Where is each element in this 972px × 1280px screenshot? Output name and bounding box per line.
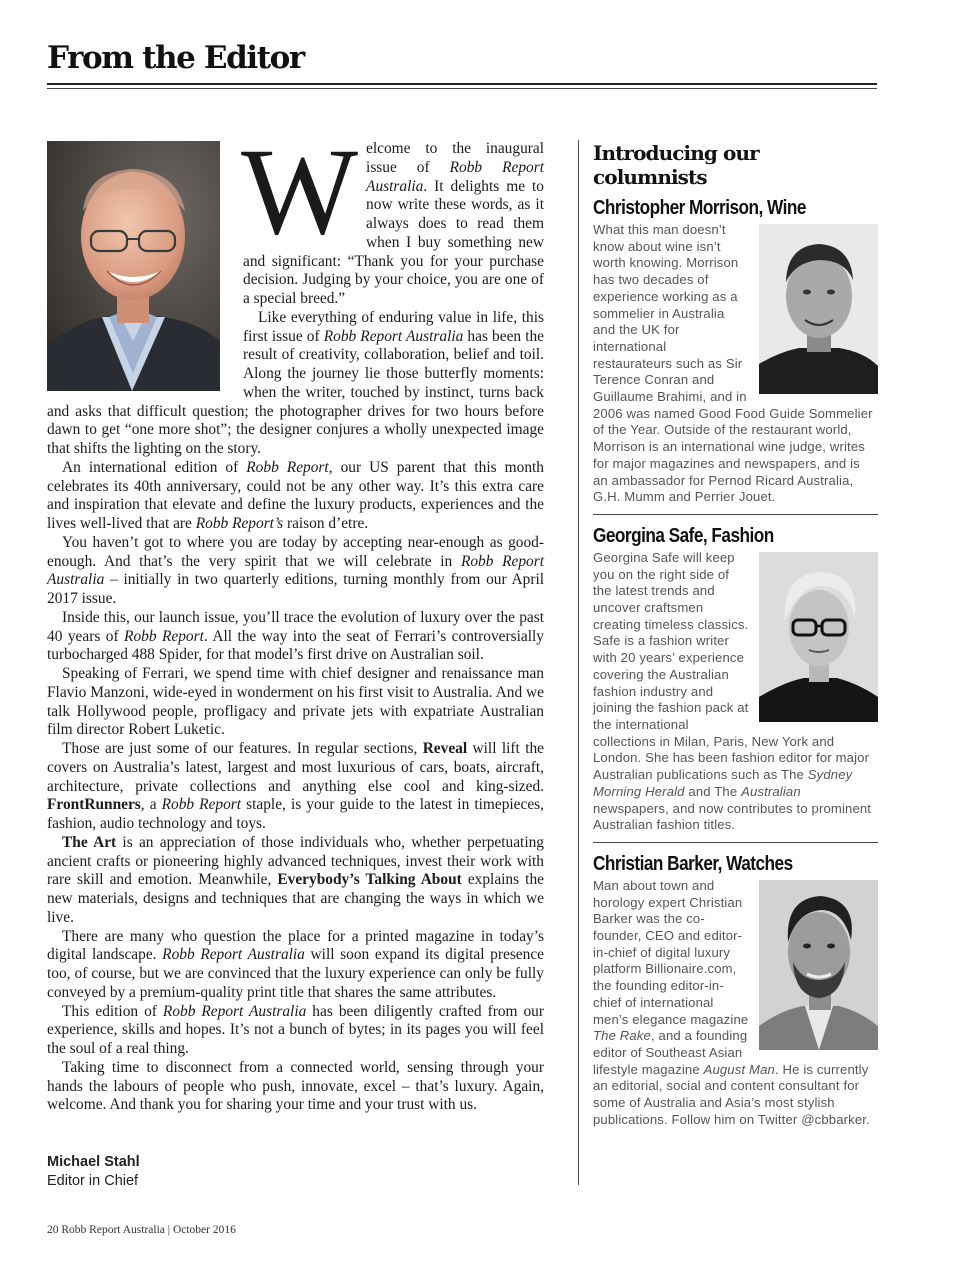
signature-block	[47, 1153, 140, 1191]
columnist-barker	[593, 851, 878, 1129]
editor-name: Michael Stahl	[47, 1154, 140, 1170]
columnist-bio: Georgina Safe will keep you on the right side of the latest trends and uncover craftsmen creating timeless classics. Safe is a fashion writer with 20 years’ experience covering the Australian fashion industry and joining the fashion pack at the international collections in Milan, Paris, New York and London. She has been fashion editor for major Australian publications such as The Sydney Morning Herald and The Australian newspapers, and now contributes to prominent Australian fashion titles.	[593, 550, 878, 834]
paragraph-6: Speaking of Ferrari, we spend time with chief designer and renaissance man Flavio Manzoni, wide-eyed in wonderment on his first visit to Australia. And we talk Hollywood people, profligacy and private jets with expatriate Australian film director Robert Luketic.	[47, 665, 544, 739]
paragraph-1: elcome to the inaugural issue of Robb Report Australia. It delights me to now write these words, as it always does to read them when I buy something new and significant: “Thank you for your purchase decision. Judging by your choice, you are one of a special breed.”	[243, 140, 544, 307]
columnist-photo-barker	[759, 880, 878, 1050]
columnist-divider	[593, 842, 878, 843]
paragraph-2: Like everything of enduring value in life, this first issue of Robb Report Australia has been the result of creativity, collaboration, belief and toil. Along the journey lie those butterfly moments: when the writer, touched by instinct, turns back and asks that difficult question; the photographer drives for two hours before dawn to get “one more shot”; the designer conjures a wholly unexpected image that shifts the lighting on the story.	[47, 308, 545, 457]
issue-date: October 2016	[172, 1224, 236, 1236]
paragraph-9: There are many who question the place for a printed magazine in today’s digital landscape. Robb Report Australia will soon expand its digital presence too, of course, but we are convinced that the luxury experience can only be fully conveyed by a premium-quality print title that shares the same attributes.	[47, 927, 545, 1001]
paragraph-11: Taking time to disconnect from a connected world, sensing through your hands the labours of people who push, innovate, excel – that’s luxury. Again, welcome. And thank you for sharing your time and your trust with us.	[47, 1058, 544, 1114]
columnist-name: Christopher Morrison, Wine	[593, 197, 806, 219]
morrison-portrait-illustration	[759, 224, 878, 394]
editorial-body	[47, 123, 545, 1115]
columnist-safe	[593, 523, 878, 834]
title-rule	[47, 83, 877, 85]
sidebar-heading: Introducing our columnists	[593, 141, 759, 189]
columnist-photo-safe	[759, 552, 878, 722]
page-number: 20	[47, 1224, 59, 1236]
barker-portrait-illustration	[759, 880, 878, 1050]
columnist-name: Georgina Safe, Fashion	[593, 524, 774, 547]
safe-portrait-illustration	[759, 552, 878, 722]
columnist-bio: Man about town and horology expert Christian Barker was the co-founder, CEO and editor-in-chief of digital luxury platform Billionaire.com, the founding editor-in-chief of international men’s elegance magazine The Rake, and a founding editor of Southeast Asian lifestyle magazine August Man. He is currently an editorial, social and content consultant for some of Australia and Asia’s most stylish publications. Follow him on Twitter @cbbarker.	[593, 878, 878, 1129]
editor-role: Editor in Chief	[47, 1173, 139, 1189]
paragraph-4: You haven’t got to where you are today by accepting near-enough as good-enough. And that’s the very spirit that we will celebrate in Robb Report Australia – initially in two quarterly editions, turning monthly from our April 2017 issue.	[47, 533, 544, 607]
editor-portrait-illustration	[47, 141, 220, 391]
column-divider	[578, 140, 579, 1185]
drop-cap: W	[241, 123, 355, 260]
title-rule-thin	[47, 88, 877, 89]
publication-name: Robb Report Australia	[61, 1224, 165, 1236]
page-footer	[47, 1224, 236, 1236]
paragraph-7: Those are just some of our features. In regular sections, Reveal will lift the covers on Australia’s latest, largest and most luxurious of cars, boats, aircraft, architecture, private collections and anything else cool and king-sized. FrontRunners, a Robb Report staple, is your guide to the latest in timepieces, fashion, audio technology and toys.	[47, 740, 544, 832]
paragraph-8: The Art is an appreciation of those individuals who, whether perpetuating ancient crafts or pioneering highly advanced techniques, invest their work with rare skill and emotion. Meanwhile, Everybody’s Talking About explains the new materials, designs and techniques that are changing the ways in which we live.	[47, 833, 544, 926]
paragraph-5: Inside this, our launch issue, you’ll trace the evolution of luxury over the past 40 years of Robb Report. All the way into the seat of Ferrari’s controversially turbocharged 488 Spider, for that model’s first drive on Australian soil.	[47, 608, 544, 664]
footer-separator: |	[167, 1224, 171, 1236]
paragraph-3: An international edition of Robb Report, our US parent that this month celebrates its 40th anniversary, could not be any other way. It’s this extra care and inspiration that elevate and define the luxury products, experiences and the lives well-lived that are Robb Report’s raison d’etre.	[47, 458, 544, 532]
columnist-divider	[593, 514, 878, 515]
page-title: From the Editor	[47, 40, 304, 76]
paragraph-10: This edition of Robb Report Australia has been diligently crafted from our experience, skills and hopes. It’s not a bunch of bytes; in its pages you will feel the soul of a real thing.	[47, 1002, 544, 1057]
columnist-bio: What this man doesn’t know about wine isn’t worth knowing. Morrison has two decades of experience working as a sommelier in Australia and the UK for international restaurateurs such as Sir Terence Conran and Guillaume Brahimi, and in 2006 was named Good Food Guide Sommelier of the Year. Outside of the restaurant world, Morrison is an international wine judge, writes for major magazines and newspapers, and is an ambassador for Pernod Ricard Australia, G.H. Mumm and Perrier Jouet.	[593, 222, 878, 506]
columnists-sidebar	[593, 140, 878, 1128]
columnist-photo-morrison	[759, 224, 878, 394]
columnist-morrison	[593, 195, 878, 506]
columnist-name: Christian Barker, Watches	[593, 852, 793, 875]
editor-portrait-photo	[47, 141, 220, 391]
